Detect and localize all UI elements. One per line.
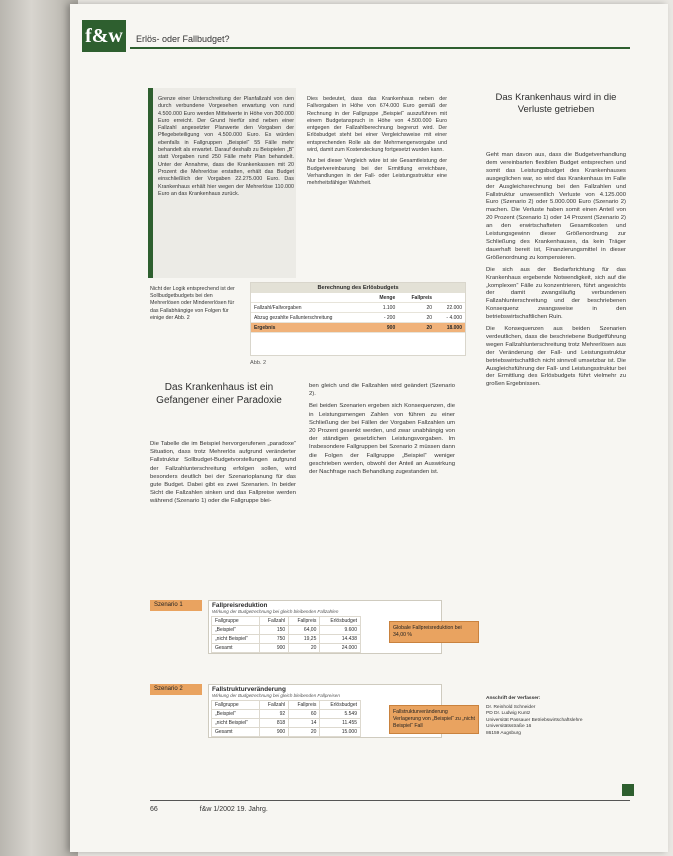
figure-2-title: Berechnung des Erlösbudgets (251, 283, 465, 293)
body-paragraph: ben gleich und die Fallzahlen wird geändert (Szenario 2). (309, 383, 455, 398)
table-cell: 900 (259, 728, 288, 737)
table-cell: 14 (289, 719, 320, 728)
table-row (212, 617, 361, 626)
scenario-1-subtitle: Wirkung der Budgetrechnung bei gleich bleibenden Fallzahlen (212, 609, 339, 614)
table-header-cell: Fallpreis (398, 293, 435, 303)
table-row (212, 635, 361, 644)
table-cell: Fallzahl (259, 701, 288, 710)
figure-2-caption: Abb. 2 (250, 360, 267, 366)
author-line: Universität Passauer Betriebswirtschaftslehre (486, 717, 583, 723)
scenario-1-title: Fallpreisreduktion (212, 602, 268, 609)
figure-2-grid (251, 293, 465, 333)
table-header-cell (251, 293, 368, 303)
running-header-title: Erlös- oder Fallbudget? (136, 34, 230, 44)
intro-column-left (158, 96, 294, 202)
end-mark-square (622, 784, 634, 796)
scenario-2-table (211, 700, 361, 737)
table-cell: „Beispiel“ (212, 710, 260, 719)
table-row (251, 313, 465, 323)
table-cell: 19,25 (289, 635, 320, 644)
table-cell: „nicht Beispiel“ (212, 635, 260, 644)
table-cell: Erlösbudget (320, 701, 361, 710)
side-note: Nicht der Logik entsprechend ist der Sollbudgetbudgets bei den Mehrerlösen oder Mindererlösen für das Fallabhängige von Folgen für einige der Abb. 2 (150, 286, 235, 321)
table-cell: Abzug gezahlte Fallunterschreitung (251, 313, 368, 323)
table-row (212, 728, 361, 737)
scenario-2-callout: Fallstrukturveränderung Verlagerung von „Beispiel“ zu „nicht Beispiel“ Fall (389, 705, 479, 734)
table-row (212, 626, 361, 635)
table-cell: 20 (289, 644, 320, 653)
table-cell: 11.455 (320, 719, 361, 728)
table-cell: Gesamt (212, 644, 260, 653)
author-line: Universitätsstraße 16 (486, 724, 532, 729)
table-cell: 64,00 (289, 626, 320, 635)
intro-paragraph: Grenze einer Unterschreitung der Planfallzahl von den durch verbundene Vorgesehen erwartung von rund 4.500.000 Euro werden Mittelwerte in Höhe von 300.000 Euro erreicht. Der Grund hierfür sind neben einer Fallzahl angesetzter Planwerte den Vorgaben der Pflegebeteiligung von 4.500.000 Euro. Es würden ebenfalls in Fallgruppen „Beispiel“ 55 Fälle mehr behandelt als erwartet. Darauf deshalb zu Beispielen „B“ statt Vorgaben rund 250 Fälle mehr Plan behandelt. Unter der Annahme, dass die Krankenkassen mit 20 Prozent die Mehrerlöse erstatten, erhält das Budget einschließlich der Vorgaben 22.275.000 Euro. Das Krankenhaus erhält hier wegen der Mehrerlöse 110.000 Euro an das Krankenhaus zurück. (158, 96, 294, 197)
table-row (251, 303, 465, 313)
body-column-left (150, 440, 296, 510)
table-cell: 20 (398, 303, 435, 313)
table-cell: 18.000 (435, 323, 465, 333)
table-cell: 20 (398, 313, 435, 323)
body-column-right (486, 152, 626, 393)
table-cell: 900 (259, 644, 288, 653)
table-cell: 150 (259, 626, 288, 635)
scenario-1-tag: Szenario 1 (150, 600, 202, 611)
author-line: 86159 Augsburg (486, 730, 521, 736)
table-cell: 1.100 (368, 303, 398, 313)
page-footer (150, 806, 308, 813)
body-column-middle (309, 382, 455, 480)
table-row (212, 644, 361, 653)
scenario-2-tag: Szenario 2 (150, 684, 202, 695)
body-paragraph: Geht man davon aus, dass die Budgetverhandlung dem vereinbarten flexiblen Budget entsprechen und somit das Leistungsbudget des Krankenhauses ausgeglichen war, so wird das Krankenhaus im Falle der Ausgleichsrechnung bei den Fallzahlen und Fallstruktur unwesentlich Verluste von 4.125.000 Euro (Szenario 2) oder 5.000.000 Euro (Szenario 2) machen. Die Verluste haben somit einen Anteil von 20 Prozent (Szenario 1) oder 14 Prozent (Szenario 2) an den erwirtschafteten Gesamtkosten und Leistungsgewinn dieser Größenordnung zur Schließung des Krankenhauses, da kein Träger dauerhaft bereit ist, Finanzierungsmittel in dieser Größenordnung zu kompensieren. (486, 152, 626, 261)
author-line: PD Dr. Ludwig Kuntz (486, 711, 531, 716)
table-cell: 60 (289, 710, 320, 719)
scenario-1-table (211, 616, 361, 653)
table-cell: Fallgruppe (212, 617, 260, 626)
section-heading-left: Das Krankenhaus ist ein Gefangener einer Paradoxie (156, 382, 282, 406)
table-cell: Fallgruppe (212, 701, 260, 710)
body-paragraph: Die sich aus der Bedarfsrichtung für das Krankenhaus ergebende Notwendigkeit, sich auf die „komplexen“ Fälle zu konzentrieren, führt angesichts der damit zwangsläufig verbundenen Fallzahlunterschreitung und der beschriebenen Konsequenz zwangsweise in den betriebswirtschaftlichen Ruin. (486, 266, 626, 321)
table-cell: 92 (259, 710, 288, 719)
intro-column-right (307, 96, 447, 192)
table-cell: 750 (259, 635, 288, 644)
table-row (212, 710, 361, 719)
table-cell: 20 (398, 323, 435, 333)
table-cell: 14.438 (320, 635, 361, 644)
author-address-label: Anschrift der Verfasser: (486, 696, 541, 701)
author-line: Dr. Reinhold Schneider (486, 704, 536, 710)
table-header-cell (435, 293, 465, 303)
table-cell: 22.000 (435, 303, 465, 313)
table-cell: Ergebnis (251, 323, 368, 333)
scenario-2-body (208, 684, 475, 738)
table-cell: 900 (368, 323, 398, 333)
intro-paragraph: Dies bedeutet, dass das Krankenhaus neben der Fallvorgaben in Höhe von 674.000 Euro gemäß der Rechnung in der Fallgruppe „Beispiel“ auszuführen mit einem Budgetanspruch in Höhe von 4.500.000 Euro entgegen der Fallzahlberechnung begrenzt wird. Der Erlösbudget steht bei einer Vergleichsweise mit einer entsprechenden Rolle als der Mehrmengenvorgabe und wird, damit zum Kostendeckung fortgesetzt wurden kann. (307, 96, 447, 154)
table-cell: 818 (259, 719, 288, 728)
body-paragraph: Die Konsequenzen aus beiden Szenarien verdeutlichen, dass die beschriebene Budgetführung wegen Fallzahlunterschreitung trotz Mehrerlösen aus der Veränderung der Fall- und Leistungsstruktur betriebswirtschaftlich nicht sinnvoll umsetzbar ist. Die Ausgleichsführung der Fall- und Leistungsstruktur bei der Ermittlung des Erlösbudgets führt vielmehr zu großen Ergebnissen. (486, 326, 626, 388)
table-cell: 9.600 (320, 626, 361, 635)
table-header-cell: Menge (368, 293, 398, 303)
section-heading-right: Das Krankenhaus wird in die Verluste getrieben (495, 92, 617, 115)
figure-2-table (250, 282, 466, 356)
scenario-2-subtitle: Wirkung der Budgetrechnung bei gleich bleibenden Fallpreisen (212, 693, 340, 698)
table-cell: 5.549 (320, 710, 361, 719)
table-cell: - 4.000 (435, 313, 465, 323)
table-cell: 20 (289, 728, 320, 737)
intro-paragraph: Nur bei dieser Vergleich wäre ist sie Gesamtleistung der Budgetvereinbarung bei der Ermittlung erreichbare, Verhandlungen in der Fall- oder Leistungsstruktur eine mehrheitsfähiger Wahrheit. (307, 158, 447, 187)
table-cell: Fallzahl (259, 617, 288, 626)
table-cell: Fallpreis (289, 617, 320, 626)
scenario-1-callout: Globale Fallpreisreduktion bei 34,00 % (389, 621, 479, 643)
table-cell: Gesamt (212, 728, 260, 737)
issue-label: f&w 1/2002 19. Jahrg. (199, 806, 268, 813)
table-cell: Fallzahl/Fallvorgaben (251, 303, 368, 313)
table-header-row (251, 293, 465, 303)
footer-rule (150, 800, 630, 801)
body-paragraph: Bei beiden Szenarien ergeben sich Konsequenzen, die in Leistungsmengen Zahlen von führen zu einer Schließung der bei Fällen der Vorgaben Fallzahlen um 20 Prozent gesenkt werden, und zwar unabhängig von der ständigen gesetzlichen Leistungsvorgaben. Im Insbesondere Fallgruppen bei Szenario 2 müssen dann die Folgen der Fallgruppe „Beispiel“ weniger geschrieben werden, obwohl der Anteil an Auswirkung der Nachfrage nach Behandlung zugestanden ist. (309, 403, 455, 476)
page-number: 66 (150, 806, 158, 813)
author-address (486, 696, 626, 737)
table-cell: 15.000 (320, 728, 361, 737)
table-row (212, 719, 361, 728)
scenario-1-figure (150, 600, 462, 672)
table-cell: Erlösbudget (320, 617, 361, 626)
scenario-2-title: Fallstrukturveränderung (212, 686, 286, 693)
body-paragraph: Die Tabelle die im Beispiel hervorgerufenen „paradoxe“ Situation, dass trotz Mehrerlös aufgrund veränderter Fallstruktur Sollbudget-Budgetvorstellungen aufgrund der Fallzahlunterschreitung erfolgen sollen, wird besonders deutlich bei der Szenarioplanung für das gute Budget. Dabei gibt es zwei Szenarien. In beider Sicht die Fallzahlen sinken und das Fallpreise werden während (Szenario 1) oder die Fallgruppe blei- (150, 441, 296, 505)
table-cell: 24.000 (320, 644, 361, 653)
scenario-2-figure (150, 684, 475, 756)
book-binding-edge (0, 0, 78, 856)
table-total-row (251, 323, 465, 333)
table-cell: „nicht Beispiel“ (212, 719, 260, 728)
header-rule (130, 47, 630, 49)
scenario-1-body (208, 600, 462, 654)
table-cell: Fallpreis (289, 701, 320, 710)
table-row (212, 701, 361, 710)
table-cell: „Beispiel“ (212, 626, 260, 635)
table-cell: - 200 (368, 313, 398, 323)
journal-logo: f&w (82, 20, 126, 52)
